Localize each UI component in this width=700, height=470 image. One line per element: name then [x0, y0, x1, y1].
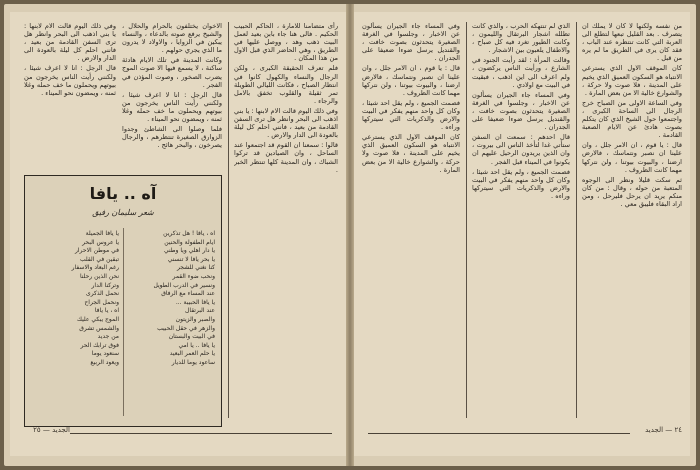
left-page-column-far-left: وفي ذلك اليوم قالت الام لابنها : يا بني اذهب الى البحر وانظر هل ترى السفن القادمة من بعيد ، فانني احلم كل ليلة بالعودة الى الدار والارض . قال الرجل : انا لا اعرف شيئا ، ولكنني رأيت الناس يخرجون من بيوتهم ويحملون ما خف حمله وغلا ثمنه ، ويمضون نحو الميناء . — [24, 22, 116, 97]
right-page-column-left: وفي المساء جاء الجيران يسألون عن الاخبار ، وجلسوا في الغرفة الصغيرة يتحدثون بصوت خافت ، والقنديل يرسل ضوءا ضعيفا على الجدران . قال : يا قوم ، ان الامر جلل ، وان علينا ان نصبر ونتماسك ، فالارض ارضنا ، والبيوت بيوتنا ، ولن نتركها مهما كانت الظروف . فصمت الجميع ، ولم يقل احد شيئا ، وكان كل واحد منهم يفكر في البيت والارض والذكريات التي سيتركها وراءه . كان الموقف الاول الذي يسترعي الانتباه هو السكون العميق الذي يخيم على المدينة ، فلا صوت ولا حركة ، والشوارع خالية الا من بعض المارة . — [362, 22, 460, 174]
right-page-column-middle: الذي لم تنتهكه الحرب ، والذي كانت تظلله اشجار البرتقال والليمون ، وكانت الطيور تغرد فيه كل صباح ، والاطفال يلعبون بين الاشجار . وقالت المرأة : لقد رأيت الجنود في الشارع ، ورأيت الناس يركضون ، ولم اعرف الى اين اذهب ، فبقيت في البيت مع اولادي . وفي المساء جاء الجيران يسألون عن الاخبار ، وجلسوا في الغرفة الصغيرة يتحدثون بصوت خافت ، والقنديل يرسل ضوءا ضعيفا على الجدران . قال احدهم : سمعت ان السفن ستأتي غدا لتأخذ الناس الى بيروت ، وان الذين يريدون الرحيل عليهم ان يكونوا في الميناء قبل الفجر . فصمت الجميع ، ولم يقل احد شيئا ، وكان كل واحد منهم يفكر في البيت والارض والذكريات التي سيتركها وراءه . — [472, 22, 570, 200]
poem-author: شعر سليمان رفيق — [92, 208, 154, 217]
left-page-column-left: الاخوان يختلفون بالحرام والحلال ، والشيخ يرفع صوته بالدعاء ، والنساء يبكين في الزوايا ، والاولاد لا يدرون ما الذي يجري حولهم . وكانت المدينة في تلك الايام هادئة ساكنة ، لا يسمع فيها الا صوت الموج يضرب الصخور ، وصوت المؤذن في الفجر . قال الرجل : انا لا اعرف شيئا ، ولكنني رأيت الناس يخرجون من بيوتهم ويحملون ما خف حمله وغلا ثمنه ، ويمضون نحو الميناء . فلما وصلوا الى الشاطئ وجدوا الزوارق الصغيرة تنتظرهم ، والرجال يصرخون ، والبحر هائج . — [122, 22, 222, 150]
left-page-footer: الجديد — ٢٥ — [33, 426, 70, 434]
poem-title: آه .. يافا — [89, 184, 157, 203]
poem-divider — [123, 228, 124, 416]
right-page-footer: ٢٤ — الجديد — [645, 426, 682, 434]
book-gutter — [346, 4, 354, 466]
footer-rule — [368, 433, 630, 434]
right-page — [354, 12, 690, 456]
poem-stanza-right: آه ، يافا ! هل تذكرين ايام الطفولة والحنين يا دار اهلي ويا وطني يا بحر يافا لا تنسني كنا نغني للشجر ونحب ضوء القمر ونسير في الدرب الطويل عند المساء مع الرفاق يا يافا الحبيبة ... عند البرتقال والصبر والزيتون والزهر في حقل الحبيب في البيت والبستان يا يافا .. يا امي يا حلم العمر البعيد سأعود يوما للديار — [153, 230, 215, 366]
left-page-column-right: رأى متضامنا للامارة ، الحاكم الحبيب الحكيم . فالى هنا جاء بابن بعيد لعمل البيت ذهب وهد ، ووصل عليها في الطريق ، وهي الحاضر الذي قبل الاول من هذا المكان . فلم تعرف الحقيقة الكبرى ، ولكن الرجال والنساء والكهول كانوا في انتظار الصباح ، فكانت الليالي الطويلة تمر ثقيلة والقلوب تخفق بالامل والرجاء . وفي ذلك اليوم قالت الام لابنها : يا بني اذهب الى البحر وانظر هل ترى السفن القادمة من بعيد ، فانني احلم كل ليلة بالعودة الى الدار والارض . قالوا : سمعنا ان القوم قد اجتمعوا عند الساحل ، وان الصيادين قد تركوا الشباك ، وان المدينة كلها تنتظر الخبر . — [234, 22, 338, 174]
column-rule — [576, 22, 577, 418]
left-page — [10, 12, 346, 456]
footer-rule — [70, 433, 332, 434]
magazine-spread — [4, 4, 696, 466]
poem-box — [24, 175, 222, 427]
right-page-column-right: من نفسه ولكنها لا كان لا يملك ان يتصرف . بعد القليل تبعها لتطلع الى العربة التي كانت تنتظره عند الباب ، فقد كان يرى في الطريق ما لم يره من قبل . كان الموقف الاول الذي يسترعي الانتباه هو السكون العميق الذي يخيم على المدينة ، فلا صوت ولا حركة ، والشوارع خالية الا من بعض المارة . وفي الساعة الاولى من الصباح خرج الرجال الى الساحة الكبرى ، واجتمعوا حول الشيخ الذي كان يتكلم بصوت هادئ عن الايام الصعبة القادمة . قال : يا قوم ، ان الامر جلل ، وان علينا ان نصبر ونتماسك ، فالارض ارضنا ، والبيوت بيوتنا ، ولن نتركها مهما كانت الظروف . ثم سكت قليلا ونظر الى الوجوه المتعبة من حوله ، وقال : من كان منكم يريد ان يرحل فليرحل ، ومن اراد البقاء فليبق معي . — [582, 22, 682, 208]
column-rule — [228, 22, 229, 418]
poem-stanza-left: يا يافا الجميلة يا عروس البحر في موطن الاحرار تبقين في القلب رغم البعاد والاسفار نحن الذين رحلنا وتركنا الدار نحمل الذكرى ونحمل الجراح آه ، يا يافا الموج يبكي عليك والشمس تشرق من جديد فوق ترابك الحر سنعود يوما ويعود الربيع — [71, 230, 119, 366]
column-rule — [466, 22, 467, 418]
